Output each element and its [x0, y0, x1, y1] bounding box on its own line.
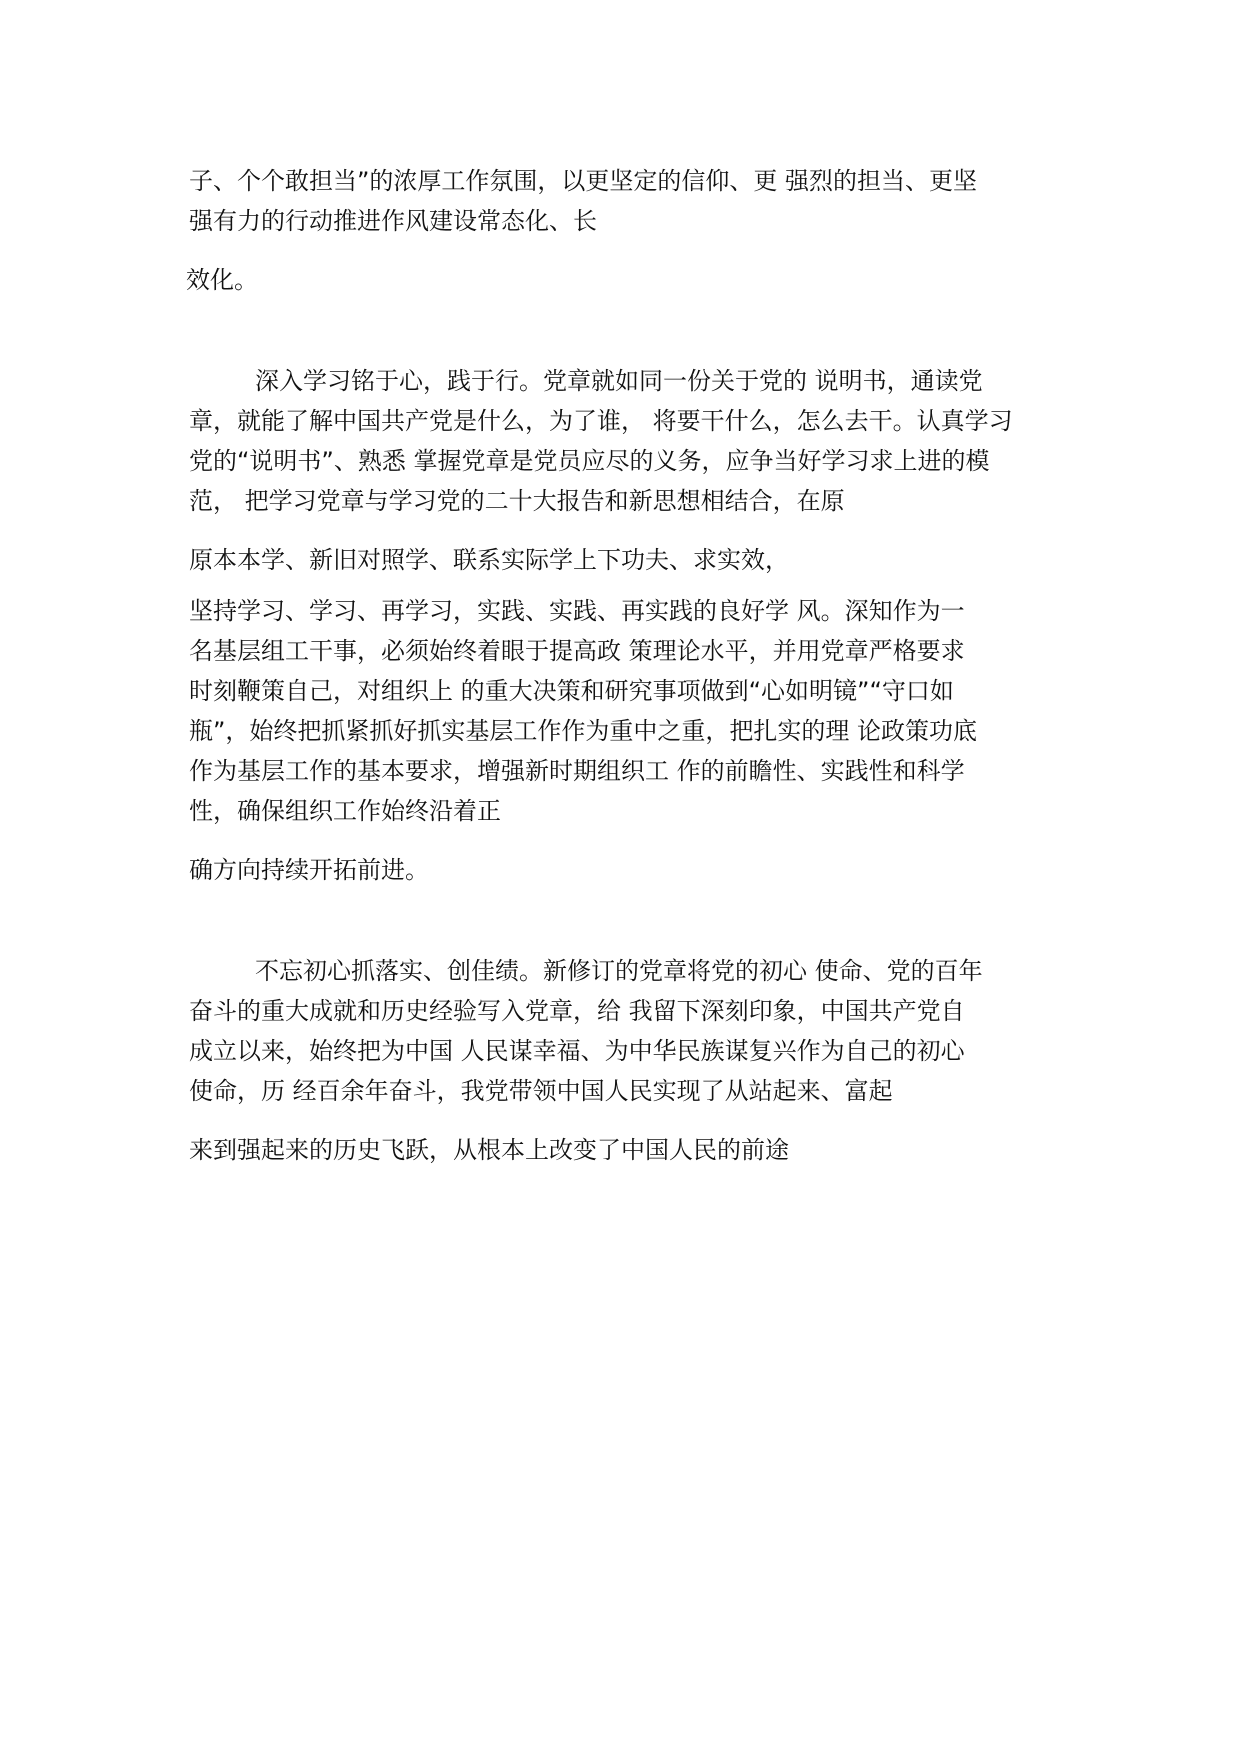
text-line: 子、个个敢担当”的浓厚工作氛围，以更坚定的信仰、更 强烈的担当、更坚 [189, 167, 978, 195]
text-line: 时刻鞭策自己，对组织上 的重大决策和研究事项做到“心如明镜”“守口如 [189, 677, 954, 705]
text-line: 奋斗的重大成就和历史经验写入党章，给 我留下深刻印象，中国共产党自 [189, 997, 965, 1025]
text-line: 使命，历 经百余年奋斗，我党带领中国人民实现了从站起来、富起 [189, 1077, 893, 1105]
text-line: 章，就能了解中国共产党是什么，为了谁， 将要干什么，怎么去干。认真学习 [189, 407, 1013, 435]
text-line: 成立以来，始终把为中国 人民谋幸福、为中华民族谋复兴作为自己的初心 [189, 1037, 965, 1065]
text-line: 原本本学、新旧对照学、联系实际学上下功夫、求实效， [189, 546, 789, 574]
text-line: 名基层组工干事，必须始终着眼于提高政 策理论水平，并用党章严格要求 [189, 637, 965, 665]
text-line: 党的“说明书”、熟悉 掌握党章是党员应尽的义务，应争当好学习求上进的模 [189, 447, 990, 475]
text-line: 来到强起来的历史飞跃，从根本上改变了中国人民的前途 [189, 1136, 789, 1164]
text-line: 范， 把学习党章与学习党的二十大报告和新思想相结合，在原 [189, 487, 845, 515]
text-line: 瓶”，始终把抓紧抓好抓实基层工作作为重中之重，把扎实的理 论政策功底 [189, 717, 978, 745]
text-line: 作为基层工作的基本要求，增强新时期组织工 作的前瞻性、实践性和科学 [189, 757, 965, 785]
text-line: 强有力的行动推进作风建设常态化、长 [189, 207, 597, 235]
text-line: 确方向持续开拓前进。 [189, 856, 429, 884]
text-line: 效化。 [186, 266, 258, 294]
paragraph-first-line: 不忘初心抓落实、创佳绩。新修订的党章将党的初心 使命、党的百年 [255, 957, 983, 985]
paragraph-first-line: 深入学习铭于心，践于行。党章就如同一份关于党的 说明书，通读党 [255, 367, 983, 395]
text-line: 坚持学习、学习、再学习，实践、实践、再实践的良好学 风。深知作为一 [189, 597, 965, 625]
text-line: 性，确保组织工作始终沿着正 [189, 797, 501, 825]
